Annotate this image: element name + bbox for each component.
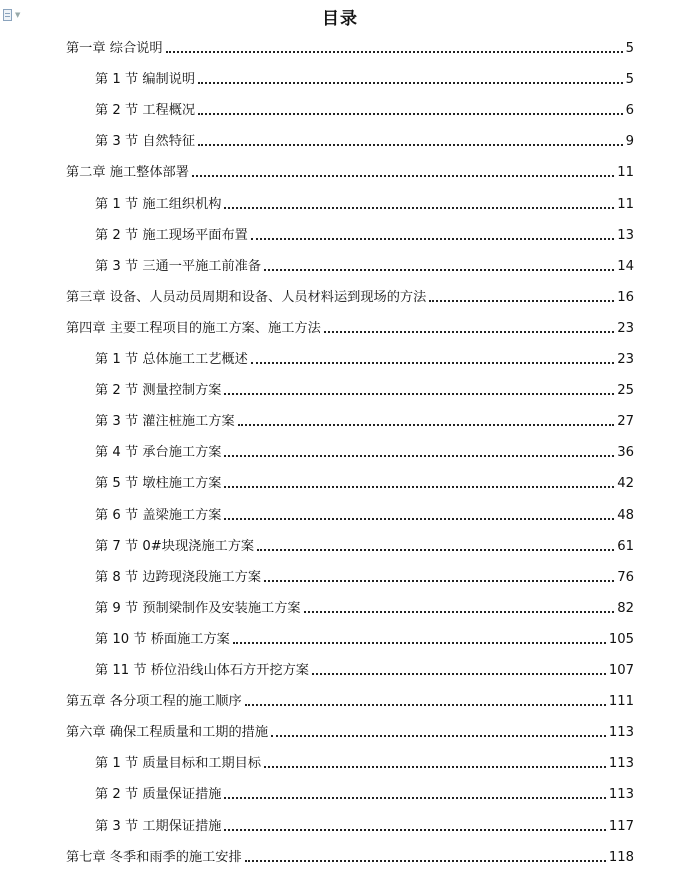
toc-entry-title: 第 10 节 桥面施工方案 bbox=[95, 632, 230, 647]
toc-entry-title: 第 1 节 施工组织机构 bbox=[95, 197, 222, 212]
toc-entry-page-number: 13 bbox=[617, 228, 634, 243]
toc-entry-page-number: 36 bbox=[617, 445, 634, 460]
toc-entry[interactable] bbox=[95, 817, 634, 837]
toc-entry[interactable] bbox=[95, 443, 634, 463]
toc-entry-page-number: 9 bbox=[625, 134, 634, 149]
dot-leader bbox=[324, 331, 614, 333]
dot-leader bbox=[271, 735, 606, 737]
toc-entry-title: 第 8 节 边跨现浇段施工方案 bbox=[95, 570, 262, 585]
toc-entry-page-number: 107 bbox=[608, 663, 634, 678]
toc-entry-page-number: 27 bbox=[617, 414, 634, 429]
toc-entry[interactable] bbox=[95, 226, 634, 246]
dot-leader bbox=[245, 860, 606, 862]
dot-leader bbox=[224, 829, 605, 831]
toc-entry-title: 第 11 节 桥位沿线山体石方开挖方案 bbox=[95, 663, 309, 678]
toc-entry[interactable] bbox=[95, 101, 634, 121]
toc-entry-page-number: 61 bbox=[617, 539, 634, 554]
toc-entry-title: 第 7 节 0#块现浇施工方案 bbox=[95, 539, 255, 554]
dot-leader bbox=[224, 393, 614, 395]
toc-entry-page-number: 82 bbox=[617, 601, 634, 616]
toc-entry-title: 第三章 设备、人员动员周期和设备、人员材料运到现场的方法 bbox=[66, 290, 427, 305]
toc-entry-page-number: 113 bbox=[608, 787, 634, 802]
toc-entry-title: 第五章 各分项工程的施工顺序 bbox=[66, 694, 242, 709]
toc-entry-page-number: 25 bbox=[617, 383, 634, 398]
dot-leader bbox=[251, 238, 614, 240]
dot-leader bbox=[198, 144, 623, 146]
toc-entry-title: 第 3 节 灌注桩施工方案 bbox=[95, 414, 235, 429]
toc-entry[interactable] bbox=[95, 630, 634, 650]
dot-leader bbox=[304, 611, 615, 613]
toc-entry-page-number: 5 bbox=[625, 72, 634, 87]
toc-entry[interactable] bbox=[66, 39, 634, 59]
toc-entry[interactable] bbox=[66, 723, 634, 743]
toc-entry-page-number: 105 bbox=[608, 632, 634, 647]
dot-leader bbox=[257, 549, 614, 551]
toc-entry-page-number: 113 bbox=[608, 725, 634, 740]
toc-entry-title: 第 3 节 自然特征 bbox=[95, 134, 196, 149]
toc-entry[interactable] bbox=[95, 350, 634, 370]
chevron-down-icon: ▼ bbox=[15, 10, 21, 19]
dot-leader bbox=[429, 300, 614, 302]
toc-entry-title: 第 3 节 工期保证措施 bbox=[95, 819, 222, 834]
dot-leader bbox=[233, 642, 606, 644]
toc-entry-title: 第 2 节 施工现场平面布置 bbox=[95, 228, 248, 243]
toc-entry[interactable] bbox=[66, 288, 634, 308]
toc-entry-page-number: 6 bbox=[625, 103, 634, 118]
dot-leader bbox=[198, 82, 623, 84]
dot-leader bbox=[264, 580, 614, 582]
toc-entry-title: 第六章 确保工程质量和工期的措施 bbox=[66, 725, 269, 740]
toc-entry-title: 第 4 节 承台施工方案 bbox=[95, 445, 222, 460]
toc-entry[interactable] bbox=[95, 661, 634, 681]
toc-entry[interactable] bbox=[66, 848, 634, 868]
toc-entry-page-number: 113 bbox=[608, 756, 634, 771]
dot-leader bbox=[224, 518, 614, 520]
toc-entry[interactable] bbox=[95, 537, 634, 557]
dot-leader bbox=[224, 486, 614, 488]
toc-entry-title: 第一章 综合说明 bbox=[66, 41, 163, 56]
toc-entry[interactable] bbox=[95, 257, 634, 277]
dot-leader bbox=[264, 766, 606, 768]
toc-entry[interactable] bbox=[95, 474, 634, 494]
dot-leader bbox=[224, 455, 614, 457]
toc-entry-page-number: 23 bbox=[617, 352, 634, 367]
toc-entry-page-number: 11 bbox=[617, 165, 634, 180]
dot-leader bbox=[245, 704, 606, 706]
toc-entry-title: 第 1 节 编制说明 bbox=[95, 72, 196, 87]
toc-entry[interactable] bbox=[95, 412, 634, 432]
toc-entry-title: 第 9 节 预制梁制作及安装施工方案 bbox=[95, 601, 301, 616]
toc-entry[interactable] bbox=[95, 195, 634, 215]
toc-entry[interactable] bbox=[66, 319, 634, 339]
toc-entry-page-number: 42 bbox=[617, 476, 634, 491]
toc-entry[interactable] bbox=[66, 692, 634, 712]
dot-leader bbox=[198, 113, 623, 115]
toc-entry-title: 第 1 节 质量目标和工期目标 bbox=[95, 756, 262, 771]
toc-entry-title: 第 3 节 三通一平施工前准备 bbox=[95, 259, 262, 274]
toc-entry-page-number: 48 bbox=[617, 508, 634, 523]
page-title: 目录 bbox=[322, 9, 358, 29]
toc-entry-title: 第 6 节 盖梁施工方案 bbox=[95, 508, 222, 523]
toc-entry-title: 第 5 节 墩柱施工方案 bbox=[95, 476, 222, 491]
toc-entry[interactable] bbox=[95, 568, 634, 588]
dot-leader bbox=[192, 175, 614, 177]
dot-leader bbox=[224, 797, 605, 799]
toc-entry-title: 第七章 冬季和雨季的施工安排 bbox=[66, 850, 242, 865]
toc-entry-page-number: 111 bbox=[608, 694, 634, 709]
toc-entry-page-number: 76 bbox=[617, 570, 634, 585]
dot-leader bbox=[166, 51, 623, 53]
toc-entry-page-number: 117 bbox=[608, 819, 634, 834]
toc-entry[interactable] bbox=[95, 785, 634, 805]
toc-entry-title: 第 2 节 质量保证措施 bbox=[95, 787, 222, 802]
toc-entry[interactable] bbox=[66, 163, 634, 183]
toc-entry-title: 第二章 施工整体部署 bbox=[66, 165, 189, 180]
toc-entry[interactable] bbox=[95, 506, 634, 526]
toc-entry[interactable] bbox=[95, 599, 634, 619]
toc-entry-page-number: 5 bbox=[625, 41, 634, 56]
toc-entry-title: 第 2 节 工程概况 bbox=[95, 103, 196, 118]
toc-entry-page-number: 118 bbox=[608, 850, 634, 865]
dot-leader bbox=[312, 673, 606, 675]
dot-leader bbox=[238, 424, 615, 426]
toc-entry-title: 第四章 主要工程项目的施工方案、施工方法 bbox=[66, 321, 321, 336]
toc-entry-page-number: 16 bbox=[617, 290, 634, 305]
toc-entry[interactable] bbox=[95, 70, 634, 90]
toc-entry-page-number: 23 bbox=[617, 321, 634, 336]
dot-leader bbox=[264, 269, 614, 271]
dot-leader bbox=[251, 362, 614, 364]
dot-leader bbox=[224, 207, 614, 209]
toc-entry[interactable] bbox=[95, 754, 634, 774]
toc-entry-page-number: 14 bbox=[617, 259, 634, 274]
toc-entry-title: 第 1 节 总体施工工艺概述 bbox=[95, 352, 248, 367]
toc-entry[interactable] bbox=[95, 381, 634, 401]
toc-entry[interactable] bbox=[95, 132, 634, 152]
toc-entry-page-number: 11 bbox=[617, 197, 634, 212]
toc-entry-title: 第 2 节 测量控制方案 bbox=[95, 383, 222, 398]
